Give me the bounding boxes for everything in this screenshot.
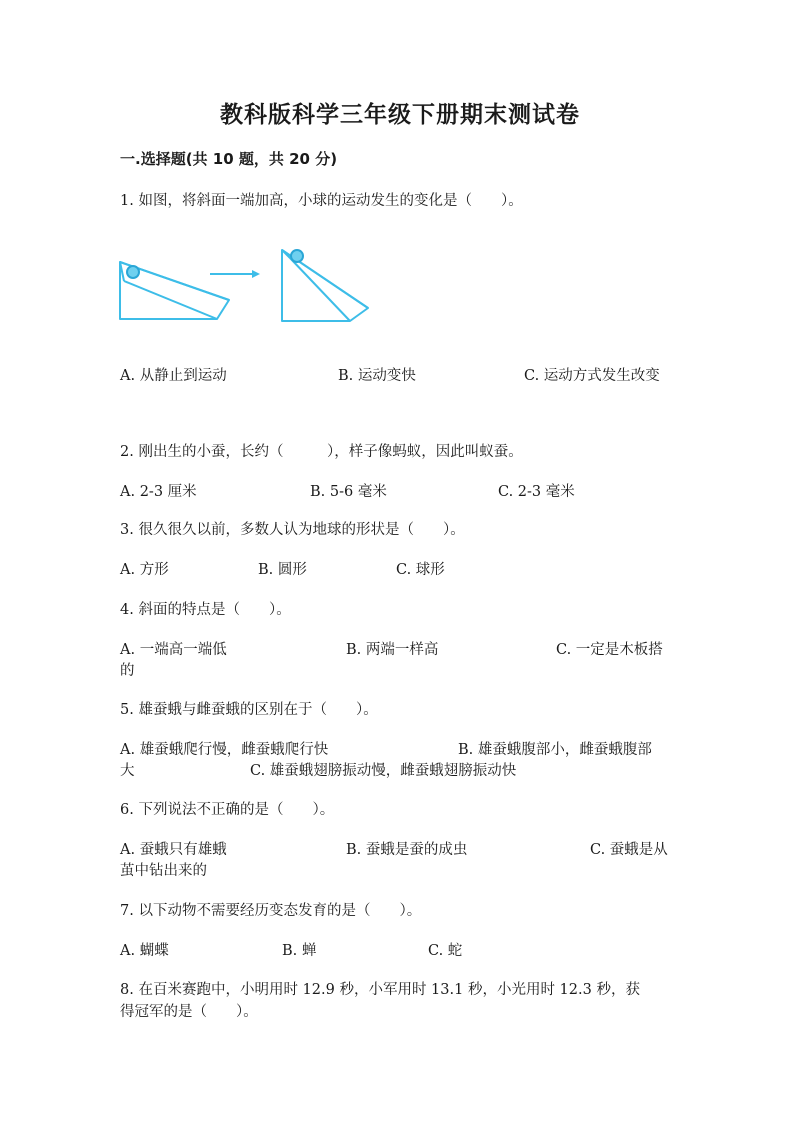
section-heading: 一.选择题(共 10 题，共 20 分) — [120, 150, 338, 168]
q1-option-c[interactable]: C. 运动方式发生改变 — [524, 368, 660, 384]
q1-option-a[interactable]: A. 从静止到运动 — [120, 368, 227, 384]
q3-option-b[interactable]: B. 圆形 — [258, 562, 307, 578]
q3-option-c[interactable]: C. 球形 — [396, 562, 445, 578]
q5-option-c[interactable]: C. 雄蚕蛾翅膀振动慢，雌蚕蛾翅膀振动快 — [250, 763, 517, 779]
q7-option-c[interactable]: C. 蛇 — [428, 943, 463, 959]
question-1-stem: 1. 如图，将斜面一端加高，小球的运动发生的变化是（ ）。 — [120, 193, 523, 209]
q4-option-c-wrap: 的 — [120, 663, 135, 679]
q3-option-a[interactable]: A. 方形 — [120, 562, 169, 578]
q1-option-b[interactable]: B. 运动变快 — [338, 368, 416, 384]
q6-option-c[interactable]: C. 蚕蛾是从 — [590, 842, 668, 858]
question-8-stem: 8. 在百米赛跑中，小明用时 12.9 秒，小军用时 13.1 秒，小光用时 12.3 秒，获 — [120, 982, 640, 998]
question-7-stem: 7. 以下动物不需要经历变态发育的是（ ）。 — [120, 903, 422, 919]
q6-option-b[interactable]: B. 蚕蛾是蚕的成虫 — [346, 842, 468, 858]
q5-option-b[interactable]: B. 雄蚕蛾腹部小，雌蚕蛾腹部 — [458, 742, 652, 758]
question-5-stem: 5. 雄蚕蛾与雌蚕蛾的区别在于（ ）。 — [120, 702, 378, 718]
ball-icon — [127, 266, 139, 278]
q2-option-a[interactable]: A. 2-3 厘米 — [120, 484, 197, 500]
q4-option-b[interactable]: B. 两端一样高 — [346, 642, 439, 658]
q7-option-b[interactable]: B. 蝉 — [282, 943, 317, 959]
ball-icon — [291, 250, 303, 262]
page-title: 教科版科学三年级下册期末测试卷 — [220, 102, 580, 128]
q2-option-c[interactable]: C. 2-3 毫米 — [498, 484, 575, 500]
inclined-plane-figure — [112, 236, 382, 336]
q4-option-c[interactable]: C. 一定是木板搭 — [556, 642, 663, 658]
q4-option-a[interactable]: A. 一端高一端低 — [120, 642, 227, 658]
question-8-stem-line2: 得冠军的是（ ）。 — [120, 1004, 258, 1020]
q6-option-a[interactable]: A. 蚕蛾只有雄蛾 — [120, 842, 227, 858]
q7-option-a[interactable]: A. 蝴蝶 — [120, 943, 169, 959]
q5-option-a[interactable]: A. 雄蚕蛾爬行慢，雌蚕蛾爬行快 — [120, 742, 329, 758]
question-6-stem: 6. 下列说法不正确的是（ ）。 — [120, 802, 335, 818]
q2-option-b[interactable]: B. 5-6 毫米 — [310, 484, 387, 500]
q5-option-b-wrap: 大 — [120, 763, 135, 779]
question-4-stem: 4. 斜面的特点是（ ）。 — [120, 602, 291, 618]
q6-option-c-wrap: 茧中钻出来的 — [120, 863, 207, 879]
arrow-right-icon — [210, 270, 260, 278]
question-2-stem: 2. 刚出生的小蚕，长约（ ），样子像蚂蚁，因此叫蚁蚕。 — [120, 444, 523, 460]
question-3-stem: 3. 很久很久以前，多数人认为地球的形状是（ ）。 — [120, 522, 465, 538]
